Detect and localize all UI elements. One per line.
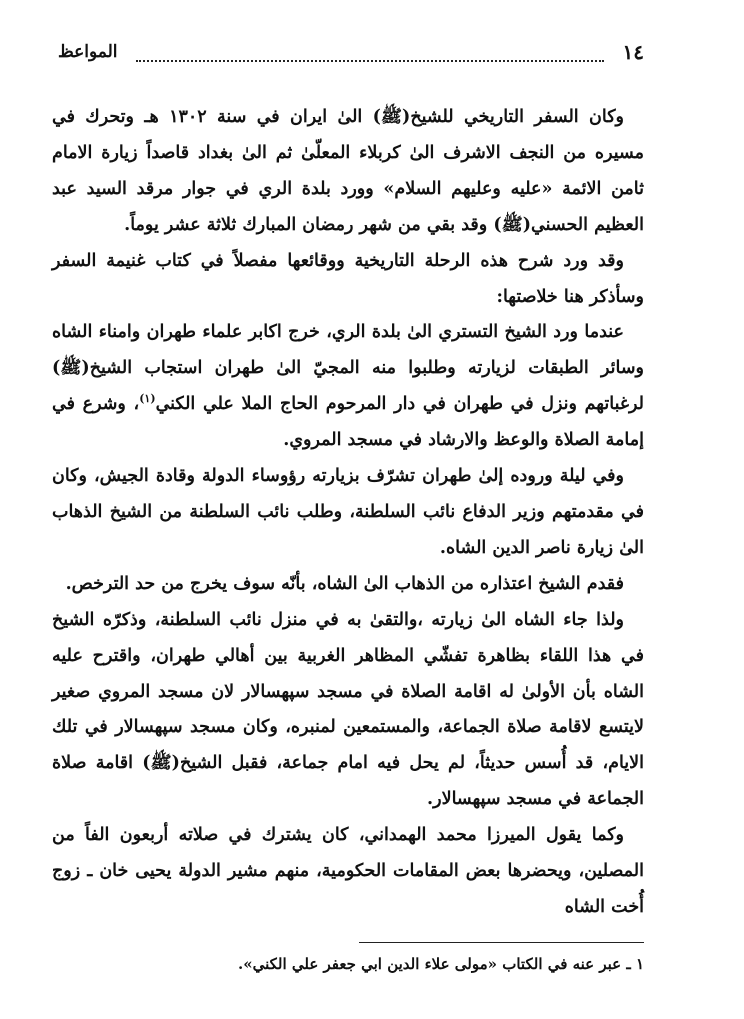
paragraph-journey: وكان السفر التاريخي للشيخ(ﷺ) الىٰ ايران في سنة ١٣٠٢ هـ وتحرك في مسيره من النجف الاشرف الىٰ كربلاء المعلّىٰ ثم الىٰ بغداد قاصداً زيارة الامام ثامن الائمة «عليه وعليهم السلام» وورد بلدة الري في جوار مرقد السيد عبد العظيم الحسني(ﷺ) وقد بقي من شهر رمضان المبارك ثلاثة عشر يوماً. <box>52 107 644 235</box>
footnote-separator <box>359 942 644 943</box>
paragraph-shah-visit: ولذا جاء الشاه الىٰ زيارته ،والتقىٰ به في منزل نائب السلطنة، وذكرّه الشيخ في هذا اللقاء بظاهرة تفشّي المظاهر الغربية بين أهالي طهران، واقترح عليه الشاه بأن الأولىٰ له اقامة الصلاة في مسجد سپهسالار لان مسجد المروي صغير لايتسع لاقامة صلاة الجماعة، والمستمعين لمنبره، وكان مسجد سپهسالار في تلك الايام، قد أُسس حديثاً، لم يحل فيه امام جماعة، فقبل الشيخ(ﷺ) اقامة صلاة الجماعة في مسجد سپهسالار. <box>52 609 644 810</box>
main-text <box>52 100 644 926</box>
page-number: ١٤ <box>622 40 644 64</box>
page-header <box>58 38 644 72</box>
paragraph-arrival-text-a: عندما ورد الشيخ التستري الىٰ بلدة الري، خرج اكابر علماء طهران وامناء الشاه وسائر الطبقات لزيارته وطلبوا منه المجيّ الىٰ طهران استجاب الشيخ(ﷺ) لرغباتهم ونزل في طهران في دار المرحوم الحاج الملا علي الكني <box>52 322 644 415</box>
header-dotted-leader <box>136 60 604 62</box>
paragraph-travel-account: وقد ورد شرح هذه الرحلة التاريخية ووقائعها مفصلاً في كتاب غنيمة السفر وسأذكر هنا خلاصتها: <box>52 250 644 307</box>
running-title: المواعظ <box>58 42 118 62</box>
paragraph-first-night: وفي ليلة وروده إلىٰ طهران تشرّف بزيارته رؤوساء الدولة وقادة الجيش، وكان في مقدمتهم وزير الدفاع نائب السلطنة، وطلب نائب السلطنة من الشيخ الذهاب الىٰ زيارة ناصر الدين الشاه. <box>52 466 644 558</box>
paragraph-congregation: وكما يقول الميرزا محمد الهمداني، كان يشترك في صلاته أربعون الفاً من المصلين، ويحضرها بعض المقامات الحكومية، منهم مشير الدولة يحيى خان ـ زوج أُخت الشاه <box>52 825 644 917</box>
paragraph-arrival-text-b: ، وشرع في إمامة الصلاة والوعظ والارشاد في مسجد المروي. <box>52 394 644 451</box>
paragraph-arrival-tehran <box>52 315 644 459</box>
paragraph-apology: فقدم الشيخ اعتذاره من الذهاب الىٰ الشاه، بأنّه سوف يخرج من حد الترخص. <box>65 573 624 594</box>
footnote: ١ ـ عبر عنه في الكتاب «مولى علاء الدين ابي جعفر علي الكني». <box>238 955 644 973</box>
footnote-reference: (١) <box>139 392 156 406</box>
